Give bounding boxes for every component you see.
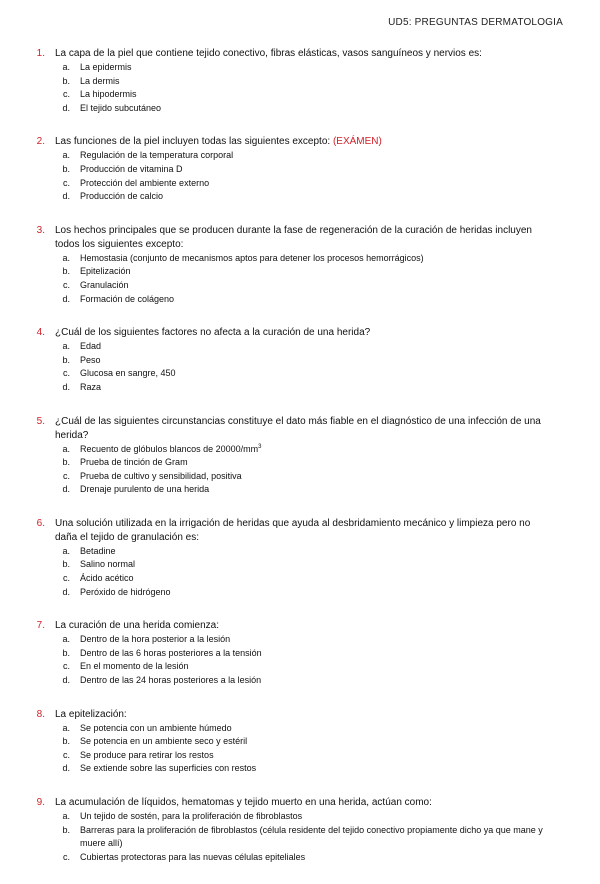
option-text: Producción de vitamina D <box>80 163 183 174</box>
question-number: 3. <box>36 224 45 236</box>
answer-option <box>0 647 600 661</box>
option-text: La dermis <box>80 75 120 86</box>
answer-option <box>0 558 600 572</box>
option-letter: a. <box>62 634 70 645</box>
answer-option <box>0 367 600 381</box>
option-letter: d. <box>62 763 70 774</box>
option-text-wrap <box>80 279 550 293</box>
option-letter: a. <box>62 811 70 821</box>
option-letter: b. <box>62 736 70 747</box>
option-text-wrap <box>80 252 550 266</box>
answer-option <box>0 61 600 75</box>
question-8 <box>0 708 600 776</box>
option-letter: a. <box>62 62 70 72</box>
superscript: 3 <box>258 443 262 450</box>
question-text-wrap <box>55 135 545 149</box>
option-letter: b. <box>62 266 70 277</box>
option-text: Un tejido de sostén, para la proliferación de fibroblastos <box>80 811 303 821</box>
option-letter: a. <box>62 341 70 352</box>
option-text-wrap <box>80 483 550 497</box>
answer-option <box>0 762 600 776</box>
option-text-wrap <box>80 647 550 661</box>
question-text-wrap <box>55 326 545 340</box>
option-letter: d. <box>62 381 70 392</box>
option-letter: a. <box>62 252 70 263</box>
answer-option <box>0 190 600 204</box>
question-number: 6. <box>36 517 45 529</box>
option-letter: c. <box>62 573 70 584</box>
option-text-wrap <box>80 762 550 776</box>
option-letter: d. <box>62 586 70 597</box>
option-letter: c. <box>62 89 70 100</box>
option-text-wrap <box>80 558 550 572</box>
option-text-wrap <box>80 735 550 749</box>
option-text-wrap <box>80 340 550 354</box>
option-text-wrap <box>80 354 550 368</box>
question-text-wrap <box>55 796 545 810</box>
option-text-wrap <box>80 824 550 851</box>
question-text: ¿Cuál de las siguientes circunstancias constituye el dato más fiable en el diagnóstico de una infección de una herida? <box>55 415 541 441</box>
option-letter: a. <box>62 545 70 556</box>
option-text-wrap <box>80 660 550 674</box>
question-7 <box>0 619 600 687</box>
option-text: Peso <box>80 354 101 365</box>
option-letter: c. <box>62 749 70 760</box>
option-letter: d. <box>62 484 70 495</box>
answer-option <box>0 749 600 763</box>
option-text-wrap <box>80 61 550 75</box>
option-text-wrap <box>80 545 550 559</box>
page-header: UD5: PREGUNTAS DERMATOLOGIA <box>388 17 563 28</box>
option-text-wrap <box>80 88 550 102</box>
question-text-wrap <box>55 415 545 443</box>
option-text-wrap <box>80 586 550 600</box>
answer-option <box>0 572 600 586</box>
option-text: Prueba de tinción de Gram <box>80 457 188 468</box>
option-text-wrap <box>80 749 550 763</box>
question-number: 8. <box>36 708 45 720</box>
option-letter: a. <box>62 150 70 161</box>
question-line <box>0 224 600 252</box>
question-text: Las funciones de la piel incluyen todas las siguientes excepto: <box>55 136 331 148</box>
option-text-wrap <box>80 470 550 484</box>
option-text: Peróxido de hidrógeno <box>80 586 171 597</box>
question-text: La acumulación de líquidos, hematomas y tejido muerto en una herida, actúan como: <box>55 797 432 808</box>
option-text: Dentro de las 24 horas posteriores a la lesión <box>80 675 262 686</box>
option-text: La hipodermis <box>80 89 137 100</box>
option-letter: c. <box>62 851 70 862</box>
option-text: El tejido subcutáneo <box>80 102 162 113</box>
question-number: 7. <box>36 620 45 632</box>
option-text-wrap <box>80 293 550 307</box>
option-text: Protección del ambiente externo <box>80 177 210 188</box>
answer-option <box>0 177 600 191</box>
question-line <box>0 796 600 810</box>
answer-option <box>0 75 600 89</box>
option-text-wrap <box>80 381 550 395</box>
option-text: Raza <box>80 381 102 392</box>
option-text-wrap <box>80 75 550 89</box>
option-text: Prueba de cultivo y sensibilidad, positiva <box>80 470 242 481</box>
answer-option <box>0 660 600 674</box>
question-text: Una solución utilizada en la irrigación de heridas que ayuda al desbridamiento mecánico y limpieza pero no daña el tejido de granulación es: <box>55 517 531 543</box>
option-letter: d. <box>62 102 70 113</box>
option-text: Epitelización <box>80 266 131 277</box>
question-line <box>0 326 600 340</box>
option-text: Betadine <box>80 545 116 556</box>
option-text-wrap <box>80 810 550 824</box>
question-4 <box>0 326 600 394</box>
answer-option <box>0 470 600 484</box>
answer-option <box>0 354 600 368</box>
answer-option <box>0 293 600 307</box>
answer-option <box>0 252 600 266</box>
answer-option <box>0 381 600 395</box>
question-text: La capa de la piel que contiene tejido conectivo, fibras elásticas, vasos sanguíneos y nervios es: <box>55 48 482 59</box>
option-letter: b. <box>62 559 70 570</box>
answer-option <box>0 633 600 647</box>
answer-option <box>0 443 600 457</box>
answer-option <box>0 824 600 851</box>
option-text: Ácido acético <box>80 573 134 584</box>
answer-option <box>0 163 600 177</box>
option-letter: b. <box>62 354 70 365</box>
option-text: Barreras para la proliferación de fibroblastos (célula residente del tejido conectivo propiamente dicho ya que mane y muere allí) <box>80 824 543 849</box>
question-6 <box>0 517 600 599</box>
question-3 <box>0 224 600 306</box>
option-text: Formación de colágeno <box>80 293 175 304</box>
option-text-wrap <box>80 443 550 457</box>
option-text: Se potencia en un ambiente seco y estéril <box>80 736 248 747</box>
answer-option <box>0 483 600 497</box>
option-text: Producción de calcio <box>80 191 164 202</box>
option-text: Recuento de glóbulos blancos de 20000/mm <box>80 443 259 454</box>
question-line <box>0 517 600 545</box>
option-text-wrap <box>80 674 550 688</box>
question-text-wrap <box>55 708 545 722</box>
answer-option <box>0 722 600 736</box>
option-text-wrap <box>80 177 550 191</box>
answer-option <box>0 674 600 688</box>
answer-option <box>0 265 600 279</box>
question-line <box>0 135 600 149</box>
question-number: 5. <box>36 415 45 427</box>
option-text: Salino normal <box>80 559 136 570</box>
option-text: Hemostasia (conjunto de mecanismos aptos para detener los procesos hemorrágicos) <box>80 252 424 263</box>
option-text: Se produce para retirar los restos <box>80 749 214 760</box>
option-text-wrap <box>80 572 550 586</box>
question-list <box>0 47 600 884</box>
question-number: 4. <box>36 327 45 339</box>
question-text-wrap <box>55 619 545 633</box>
answer-option <box>0 88 600 102</box>
question-9 <box>0 796 600 864</box>
option-letter: d. <box>62 675 70 686</box>
question-text-wrap <box>55 517 545 545</box>
question-line <box>0 708 600 722</box>
option-letter: a. <box>62 722 70 733</box>
question-number: 2. <box>36 136 45 148</box>
option-letter: c. <box>62 661 70 672</box>
option-letter: c. <box>62 470 70 481</box>
question-line <box>0 415 600 443</box>
option-text: La epidermis <box>80 62 132 72</box>
question-number: 9. <box>36 797 45 808</box>
option-text: Cubiertas protectoras para las nuevas células epiteliales <box>80 851 306 862</box>
option-text: En el momento de la lesión <box>80 661 189 672</box>
option-text: Drenaje purulento de una herida <box>80 484 210 495</box>
question-number: 1. <box>36 48 45 59</box>
option-text-wrap <box>80 149 550 163</box>
option-text-wrap <box>80 163 550 177</box>
question-2 <box>0 135 600 203</box>
answer-option <box>0 586 600 600</box>
option-text: Regulación de la temperatura corporal <box>80 150 234 161</box>
option-text: Glucosa en sangre, 450 <box>80 368 176 379</box>
option-text: Se extiende sobre las superficies con restos <box>80 763 257 774</box>
option-text: Edad <box>80 341 102 352</box>
option-text-wrap <box>80 633 550 647</box>
option-text: Granulación <box>80 279 129 290</box>
exam-tag: (EXÁMEN) <box>332 136 382 148</box>
option-text: Dentro de las 6 horas posteriores a la tensión <box>80 647 262 658</box>
question-text-wrap <box>55 224 545 252</box>
option-letter: b. <box>62 457 70 468</box>
option-text-wrap <box>80 190 550 204</box>
question-text: La curación de una herida comienza: <box>55 620 219 632</box>
option-letter: b. <box>62 75 70 86</box>
question-text: La epitelización: <box>55 708 127 720</box>
answer-option <box>0 735 600 749</box>
option-text-wrap <box>80 456 550 470</box>
answer-option <box>0 545 600 559</box>
answer-option <box>0 810 600 824</box>
option-text-wrap <box>80 102 550 116</box>
option-text: Dentro de la hora posterior a la lesión <box>80 634 231 645</box>
question-text-wrap <box>55 47 545 61</box>
answer-option <box>0 851 600 865</box>
option-letter: a. <box>62 443 70 454</box>
question-text: ¿Cuál de los siguientes factores no afecta a la curación de una herida? <box>55 327 371 339</box>
option-letter: c. <box>62 279 70 290</box>
question-line <box>0 47 600 61</box>
option-letter: c. <box>62 368 70 379</box>
option-text: Se potencia con un ambiente húmedo <box>80 722 232 733</box>
answer-option <box>0 149 600 163</box>
option-text-wrap <box>80 851 550 865</box>
answer-option <box>0 102 600 116</box>
option-letter: b. <box>62 824 70 835</box>
question-5 <box>0 415 600 497</box>
answer-option <box>0 456 600 470</box>
option-text-wrap <box>80 722 550 736</box>
option-text-wrap <box>80 265 550 279</box>
option-letter: c. <box>62 177 70 188</box>
question-1 <box>0 47 600 115</box>
option-letter: b. <box>62 163 70 174</box>
option-letter: d. <box>62 293 70 304</box>
question-text: Los hechos principales que se producen durante la fase de regeneración de la curación de heridas incluyen todos los siguientes excepto: <box>55 224 532 250</box>
option-letter: d. <box>62 191 70 202</box>
question-line <box>0 619 600 633</box>
option-text-wrap <box>80 367 550 381</box>
option-letter: b. <box>62 647 70 658</box>
answer-option <box>0 279 600 293</box>
answer-option <box>0 340 600 354</box>
